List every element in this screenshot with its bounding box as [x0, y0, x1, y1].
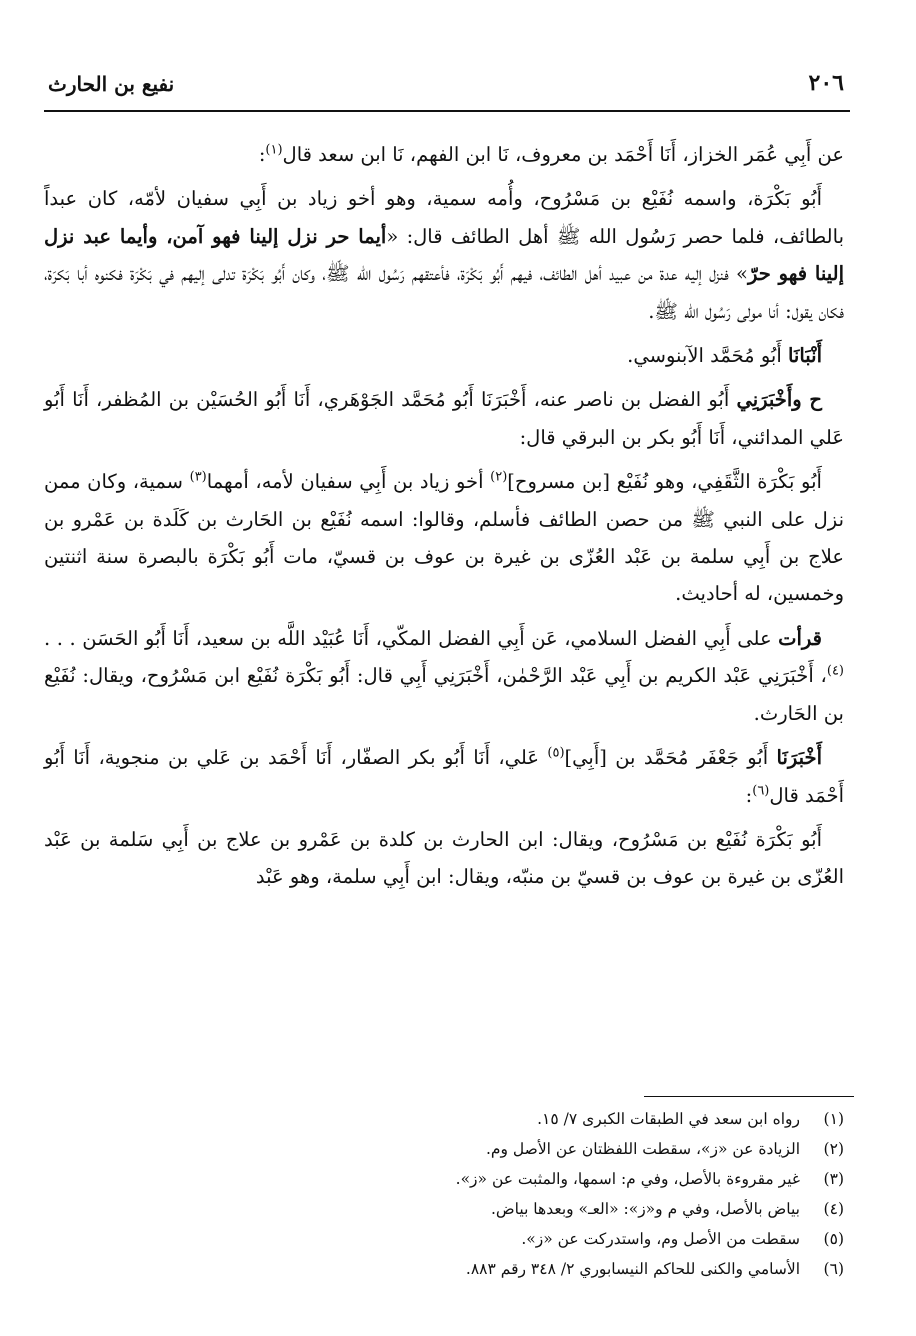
footnote-text: سقطت من الأصل وم، واستدركت عن «ز».	[521, 1230, 800, 1248]
paragraph-3: أَنْبَانَا أَبُو مُحَمَّد الآبنوسي.	[627, 344, 822, 368]
footnote-number: (٥)	[823, 1230, 844, 1248]
paragraph-7: أَخْبَرَنَا أَبُو جَعْفَر مُحَمَّد بن [أَبِي]$^{(٥)}$ عَلي، أَنَا أَبُو بكر الصفّار، أَنَا أَحْمَد بن عَلي بن منجوية، أَنَا أَبُو أَحْمَد قال$^{(٦)}$:	[44, 745, 844, 807]
footnote-item	[44, 1164, 844, 1194]
page-header	[44, 66, 850, 112]
footnote-text: الزيادة عن «ز»، سقطت اللفظتان عن الأصل وم.	[486, 1140, 800, 1158]
quoted-hadith: أيما حر نزل إلينا فهو آمن، وأيما عبد نزل إلينا فهو حرّ	[44, 224, 845, 286]
running-title: نفيع بن الحارث	[48, 72, 175, 96]
footnote-item	[44, 1104, 844, 1134]
transmission-term: قرأت	[778, 626, 822, 650]
footnote-number: (٦)	[823, 1260, 844, 1278]
paragraph-4: ح وأَخْبَرَنِي أَبُو الفضل بن ناصر عنه، أَخْبَرَنَا أَبُو مُحَمَّد الجَوْهَري، أَنَا أَبُو الحُسَيْن بن المُظفر، أَنَا أَبُو عَلي المدائني، أَنَا أَبُو بكر بن البرقي قال:	[44, 388, 844, 449]
page-number: ٢٠٦	[808, 70, 844, 96]
footnote-item	[44, 1134, 844, 1164]
paragraph-6: قرأت على أَبِي الفضل السلامي، عَن أَبِي الفضل المكّي، أَنَا عُبَيْد اللَّه بن سعيد، أَنَا أَبُو الحَسَن . . .$^{(٤)}$، أَخْبَرَنِي عَبْد الكريم بن أَبِي عَبْد الرَّحْمٰن، أَخْبَرَنِي أَبِي قال: أَبُو بَكْرَة نُفَيْع ابن مَسْرُوح، ويقال: نُفَيْع بن الحَارث.	[44, 626, 844, 725]
footnote-ref-2: (٢)	[490, 469, 508, 485]
footnote-ref-5: (٥)	[547, 745, 565, 761]
footnote-number: (١)	[823, 1110, 844, 1128]
footnote-text: رواه ابن سعد في الطبقات الكبرى ٧/ ١٥.	[537, 1110, 800, 1128]
transmission-term: ح وأَخْبَرَنِي	[736, 388, 822, 412]
transmission-term: أَخْبَرَنَا	[776, 746, 822, 770]
footnote-item	[44, 1224, 844, 1254]
footnote-number: (٢)	[823, 1140, 844, 1158]
footnote-text: الأسامي والكنى للحاكم النيسابوري ٢/ ٣٤٨ رقم ٨٨٣.	[465, 1260, 800, 1278]
footnote-number: (٣)	[823, 1170, 844, 1188]
transmission-term: أَنْبَانَا	[787, 344, 822, 368]
footnote-ref-6: (٦)	[752, 783, 770, 798]
footnote-ref-4: (٤)	[826, 663, 844, 679]
footnote-item	[44, 1194, 844, 1224]
footnote-item	[44, 1254, 844, 1284]
footnotes-list	[44, 1104, 844, 1284]
footnote-ref-3: (٣)	[189, 469, 207, 485]
paragraph-5: أَبُو بَكْرَة الثَّقَفِي، وهو نُفَيْع [بن مسروح]$^{(٢)}$ أخو زياد بن أَبِي سفيان لأمه، أمهما$^{(٣)}$ سمية، وكان ممن نزل على النبي ﷺ من حصن الطائف فأسلم، وقالوا: اسمه نُفَيْع بن الحَارث بن كَلَدة بن عَمْرو بن علاج بن أَبِي سلمة بن عَبْد العُزّى بن غيرة بن عوف بن قسيّ، مات أَبُو بَكْرَة بالبصرة سنة اثنتين وخمسين، له أحاديث.	[44, 469, 844, 606]
paragraph-8: أَبُو بَكْرَة نُفَيْع بن مَسْرُوح، ويقال: ابن الحارث بن كلدة بن عَمْرو بن علاج بن أَبِي سَلمة بن عَبْد العُزّى بن غيرة بن عوف بن قسيّ بن منبّه، ويقال: ابن أَبِي سلمة، وهو عَبْد	[44, 827, 844, 889]
footnote-separator	[644, 1096, 854, 1097]
main-text	[44, 136, 844, 903]
footnote-ref-1: (١)	[265, 142, 283, 158]
footnote-text: بياض بالأصل، وفي م و«ز»: «العـ» وبعدها بياض.	[491, 1200, 800, 1218]
footnote-number: (٤)	[823, 1200, 844, 1218]
paragraph-1: عن أَبِي عُمَر الخزاز، أَنَا أَحْمَد بن معروف، نَا ابن الفهم، نَا ابن سعد قال$^{(١)}$:	[258, 142, 844, 166]
paragraph-2: أَبُو بَكْرَة، واسمه نُفَيْع بن مَسْرُوح، وأُمه سمية، وهو أخو زياد بن أَبِي سفيان لأمّه، كان عبداً بالطائف، فلما حصر رَسُول الله ﷺ أهل الطائف قال: «أيما حر نزل إلينا فهو آمن، وأيما عبد نزل إلينا فهو حرّ» فنزل إليه عدة من عبيد أهل الطائف، فيهم أَبُو بَكْرَة، فأعتقهم رَسُول الله ﷺ، وكان أَبُو بَكْرَة تدلى إليهم في بَكْرَة فكنوه أبا بَكرَة، فكان يقول: أنا مولى رَسُول الله ﷺ.	[44, 187, 845, 323]
footnote-text: غير مقروءة بالأصل، وفي م: اسمها، والمثبت عن «ز».	[455, 1170, 800, 1188]
